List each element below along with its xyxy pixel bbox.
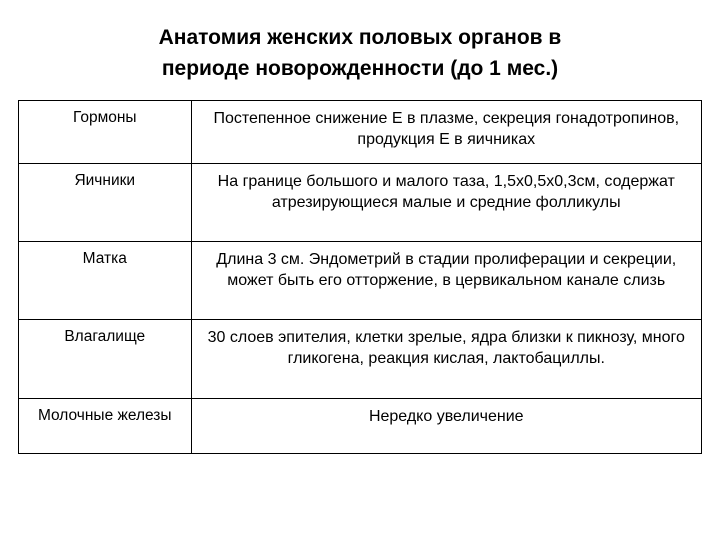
- organ-cell: Гормоны: [19, 101, 192, 164]
- table-row: [19, 101, 702, 164]
- table-row: [19, 164, 702, 242]
- slide-title: Анатомия женских половых органов в периоде новорожденности (до 1 мес.): [158, 26, 562, 80]
- description-cell: Нередко увеличение: [191, 399, 701, 454]
- description-cell: 30 слоев эпителия, клетки зрелые, ядра близки к пикнозу, много гликогена, реакция кислая, лактобациллы.: [191, 320, 701, 399]
- description-cell: Длина 3 см. Эндометрий в стадии пролиферации и секреции, может быть его отторжение, в цервикальном канале слизь: [191, 242, 701, 320]
- organ-cell: Матка: [19, 242, 192, 320]
- organ-cell: Молочные железы: [19, 399, 192, 454]
- table-row: [19, 399, 702, 454]
- anatomy-table: [18, 100, 702, 454]
- organ-cell: Яичники: [19, 164, 192, 242]
- table-row: [19, 242, 702, 320]
- table-row: [19, 320, 702, 399]
- organ-cell: Влагалище: [19, 320, 192, 399]
- description-cell: Постепенное снижение Е в плазме, секреция гонадотропинов, продукция Е в яичниках: [191, 101, 701, 164]
- description-cell: На границе большого и малого таза, 1,5х0,5х0,3см, содержат атрезирующиеся малые и средние фолликулы: [191, 164, 701, 242]
